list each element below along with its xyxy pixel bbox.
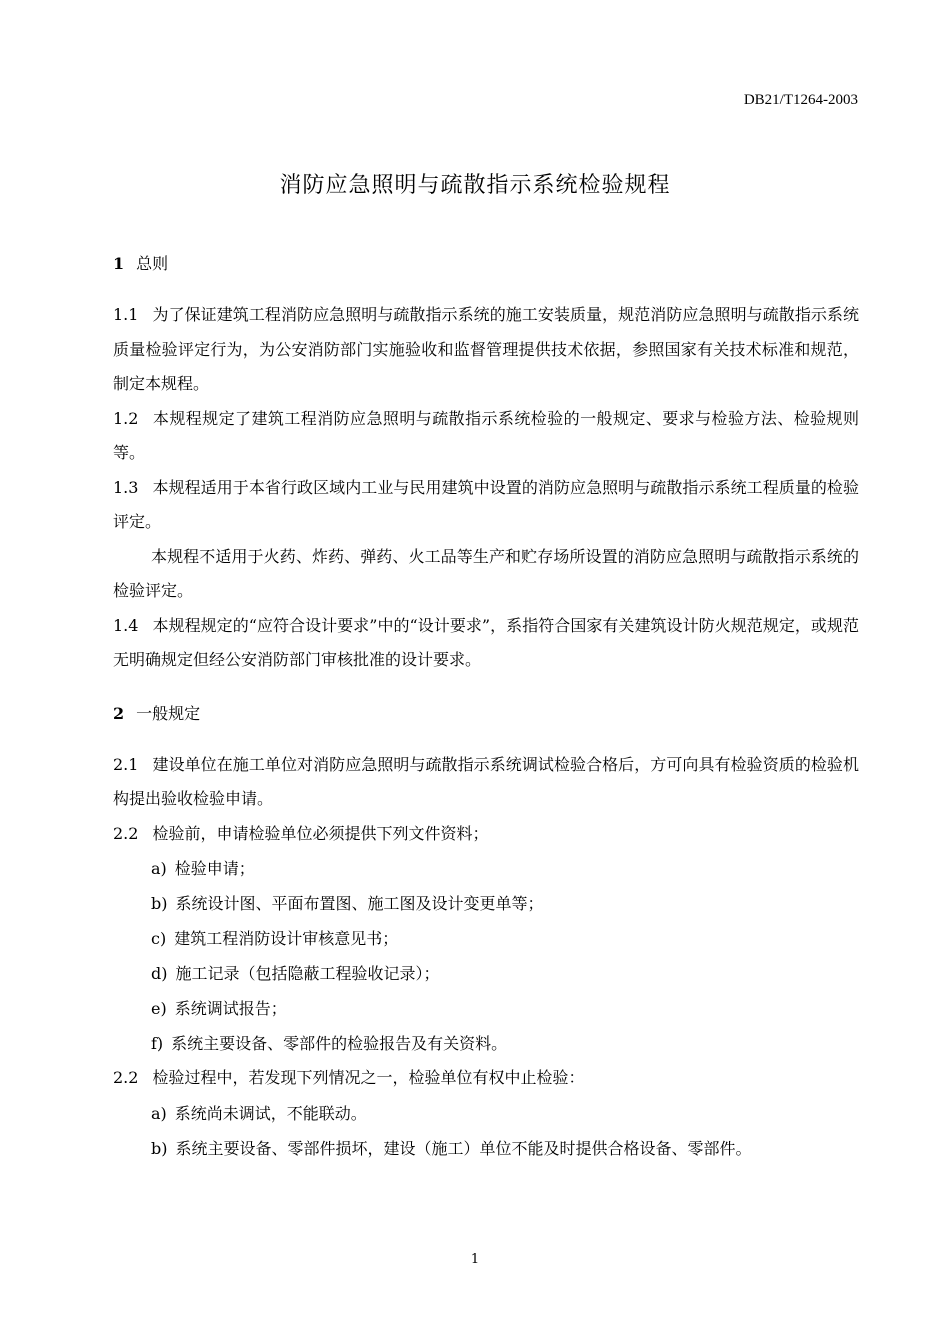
section-number: 2 [113, 703, 125, 723]
clause-text: 检验过程中，若发现下列情况之一，检验单位有权中止检验： [152, 1068, 585, 1087]
clause-text: 本规程规定了建筑工程消防应急照明与疏散指示系统检验的一般规定、要求与检验方法、检验规则等。 [113, 408, 859, 462]
clause-2-2 [113, 817, 859, 852]
list-marker: b) [151, 1138, 168, 1158]
clause-text: 检验前，申请检验单位必须提供下列文件资料； [152, 823, 489, 843]
list-text: 检验申请； [174, 859, 255, 878]
list-text: 系统设计图、平面布置图、施工图及设计变更单等； [175, 894, 544, 913]
list-item [113, 1131, 859, 1166]
clause-number: 2.2 [113, 823, 139, 843]
list-text: 系统调试报告； [174, 999, 287, 1018]
clause-1-2 [113, 402, 859, 471]
list-marker: d) [151, 964, 168, 983]
clause-number: 2.1 [113, 754, 139, 774]
list-marker: a) [151, 859, 167, 878]
clause-1-3 [113, 471, 859, 540]
clause-2-1 [113, 748, 859, 817]
list-text: 系统主要设备、零部件损坏，建设（施工）单位不能及时提供合格设备、零部件。 [175, 1138, 752, 1158]
list-item [113, 851, 859, 886]
list-marker: e) [151, 999, 167, 1018]
clause-1-1 [113, 298, 859, 402]
clause-text: 本规程不适用于火药、炸药、弹药、火工品等生产和贮存场所设置的消防应急照明与疏散指示系统的检验评定。 [113, 546, 859, 600]
list-text: 施工记录（包括隐蔽工程验收记录）； [175, 964, 440, 983]
list-text: 系统主要设备、零部件的检验报告及有关资料。 [171, 1034, 508, 1053]
document-body [113, 250, 859, 1166]
section-number: 1 [113, 254, 125, 273]
clause-1-4 [113, 609, 859, 678]
clause-number: 1.3 [113, 477, 139, 497]
list-marker: f) [151, 1034, 164, 1053]
section-title: 总则 [136, 254, 169, 273]
clause-number: 1.2 [113, 408, 139, 428]
list-text: 系统尚未调试，不能联动。 [174, 1103, 367, 1123]
list-marker: b) [151, 894, 168, 913]
list-item [113, 956, 859, 991]
list-item [113, 991, 859, 1026]
list-item [113, 921, 859, 956]
section-title: 一般规定 [136, 703, 201, 723]
list-marker: a) [151, 1103, 167, 1123]
clause-1-3-exclusion [113, 540, 859, 609]
clause-text: 本规程适用于本省行政区域内工业与民用建筑中设置的消防应急照明与疏散指示系统工程质量的检验评定。 [113, 477, 859, 531]
clause-2-3 [113, 1061, 859, 1096]
list-item [113, 1026, 859, 1061]
section-2-heading [113, 700, 859, 728]
list-item [113, 886, 859, 921]
clause-number: 1.4 [113, 615, 139, 635]
clause-number: 1.1 [113, 305, 139, 324]
document-title: 消防应急照明与疏散指示系统检验规程 [279, 173, 671, 198]
section-1-heading [113, 250, 859, 278]
standard-code: DB21/T1264-2003 [743, 92, 858, 108]
clause-text: 本规程规定的“应符合设计要求”中的“设计要求”，系指符合国家有关建筑设计防火规范规定，或规范无明确规定但经公安消防部门审核批准的设计要求。 [113, 615, 859, 669]
clause-text: 为了保证建筑工程消防应急照明与疏散指示系统的施工安装质量，规范消防应急照明与疏散指示系统质量检验评定行为，为公安消防部门实施验收和监督管理提供技术依据，参照国家有关技术标准和规范，制定本规程。 [113, 305, 859, 393]
clause-number: 2.2 [113, 1068, 139, 1087]
list-item [113, 1096, 859, 1131]
page-number: 1 [470, 1252, 480, 1267]
list-text: 建筑工程消防设计审核意见书； [174, 929, 399, 948]
clause-text: 建设单位在施工单位对消防应急照明与疏散指示系统调试检验合格后，方可向具有检验资质的检验机构提出验收检验申请。 [113, 754, 859, 808]
list-marker: c) [151, 929, 167, 948]
